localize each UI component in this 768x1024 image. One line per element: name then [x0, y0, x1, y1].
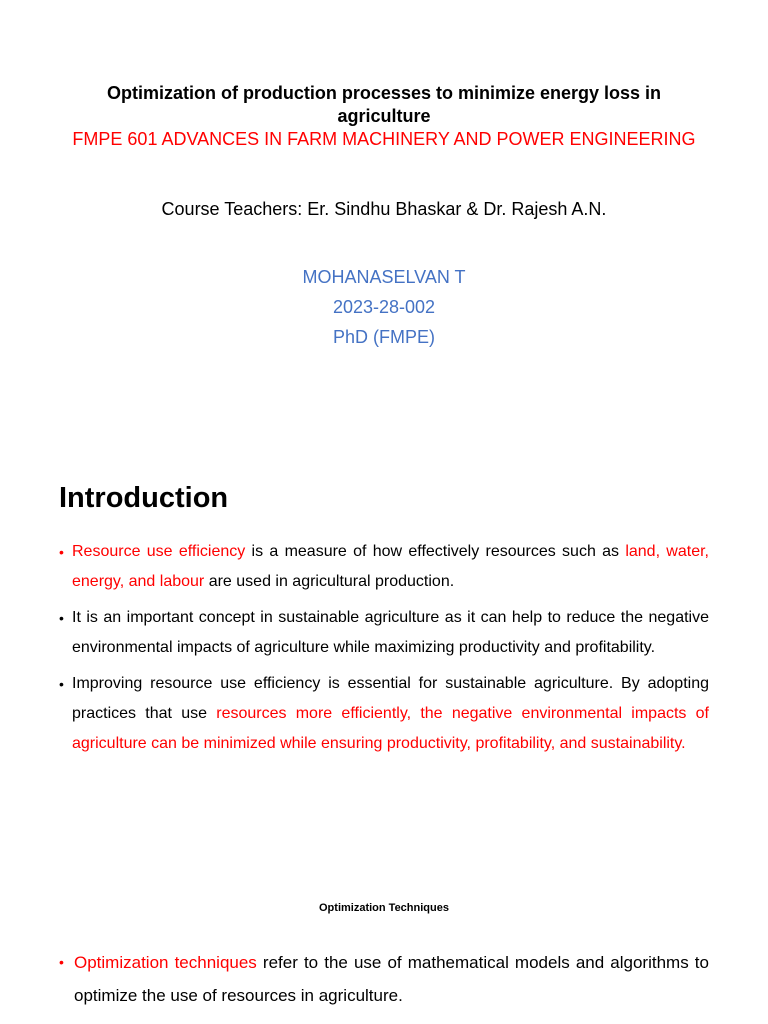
bullet-list [59, 946, 709, 1012]
slide-heading: Introduction [59, 482, 229, 514]
body-text: refer to the use of mathematical models and algorithms to optimize the use of resources in agriculture. [74, 953, 709, 1005]
body-text: It is an important concept in sustainable agriculture as it can help to reduce the negative environmental impacts of agriculture while maximizing productivity and profitability. [72, 609, 709, 656]
body-text: are used in agricultural production. [204, 573, 455, 590]
introduction-slide [0, 460, 768, 860]
bullet-item [59, 669, 709, 759]
body-text: Improving resource use efficiency is essential for sustainable agriculture. By adopting practices that use [72, 675, 709, 722]
bullet-item [59, 946, 709, 1012]
bullet-list [59, 537, 709, 765]
highlight-text: Optimization techniques [74, 953, 257, 972]
bullet-icon: • [59, 954, 64, 970]
student-name: MOHANASELVAN T [302, 267, 466, 287]
bullet-item [59, 537, 709, 597]
bullet-icon: • [59, 544, 64, 560]
bullet-icon: • [59, 610, 64, 626]
bullet-item [59, 603, 709, 663]
student-info [60, 262, 708, 352]
optimization-slide [0, 860, 768, 1024]
highlight-text: land, water, energy, and labour [72, 543, 709, 590]
course-teachers: Course Teachers: Er. Sindhu Bhaskar & Dr. Rajesh A.N. [161, 199, 607, 219]
presentation-title: Optimization of production processes to minimize energy loss in agriculture [106, 83, 662, 126]
student-program: PhD (FMPE) [332, 327, 435, 347]
student-id: 2023-28-002 [332, 297, 436, 317]
bullet-icon: • [59, 676, 64, 692]
title-slide [0, 0, 768, 460]
highlight-text: Resource use efficiency [72, 543, 246, 560]
body-text: is a measure of how effectively resources such as [245, 543, 626, 560]
slide-heading: Optimization Techniques [319, 902, 449, 914]
course-code: FMPE 601 ADVANCES IN FARM MACHINERY AND POWER ENGINEERING [72, 129, 696, 149]
highlight-text: resources more efficiently, the negative environmental impacts of agriculture can be minimized while ensuring productivity, profitability, and sustainability. [72, 705, 709, 752]
